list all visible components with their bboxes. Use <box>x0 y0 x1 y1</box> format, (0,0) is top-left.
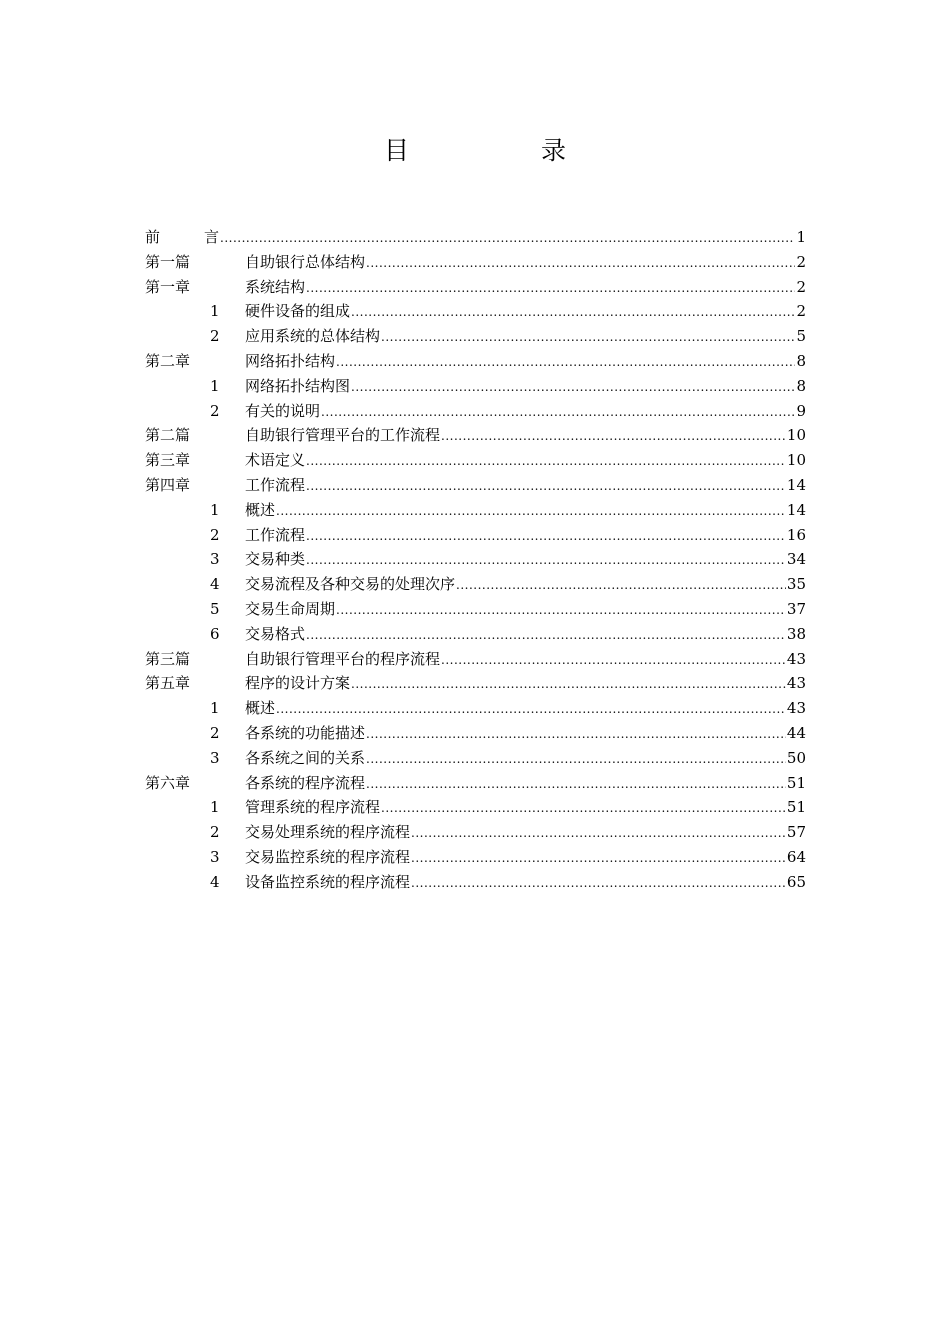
toc-entry <box>245 574 806 595</box>
toc-entry <box>245 401 806 422</box>
toc-page-number: 38 <box>786 624 806 643</box>
toc-title: 交易生命周期 <box>245 599 336 618</box>
toc-leader-dots <box>321 402 795 422</box>
toc-title: 概述 <box>245 699 276 718</box>
toc-number: 第五章 <box>145 674 191 693</box>
toc-page-number: 43 <box>786 699 806 718</box>
toc-entry <box>245 450 806 471</box>
toc-leader-dots <box>306 625 786 645</box>
toc-row[interactable] <box>145 225 806 250</box>
toc-row[interactable] <box>145 870 806 895</box>
toc-row[interactable] <box>145 572 806 597</box>
toc-number: 第二篇 <box>145 426 191 445</box>
toc-number: 5 <box>210 599 220 618</box>
toc-leader-dots <box>441 650 786 670</box>
toc-title: 各系统的程序流程 <box>245 773 366 792</box>
toc-leader-dots <box>411 873 786 893</box>
toc-title: 工作流程 <box>245 525 306 544</box>
toc-leader-dots <box>220 228 795 248</box>
toc-entry <box>245 549 806 570</box>
toc-page-number: 2 <box>796 277 806 296</box>
toc-title: 交易处理系统的程序流程 <box>245 823 411 842</box>
toc-entry <box>245 649 806 670</box>
toc-row[interactable] <box>145 771 806 796</box>
toc-row[interactable] <box>145 845 806 870</box>
toc-row[interactable] <box>145 250 806 275</box>
toc-leader-dots <box>381 798 786 818</box>
toc-title: 言 <box>204 228 220 246</box>
toc-number: 第四章 <box>145 475 191 494</box>
toc-title: 有关的说明 <box>245 401 321 420</box>
toc-title: 网络拓扑结构图 <box>245 376 351 395</box>
toc-leader-dots <box>366 253 795 273</box>
toc-leader-dots <box>306 451 786 471</box>
toc-row[interactable] <box>145 374 806 399</box>
toc-entry <box>245 425 806 446</box>
toc-title: 工作流程 <box>245 475 306 494</box>
toc-number: 前 <box>145 228 161 246</box>
toc-number: 1 <box>210 376 220 395</box>
toc-number: 1 <box>210 798 220 817</box>
toc-leader-dots <box>456 575 786 595</box>
toc-title: 术语定义 <box>245 451 306 470</box>
toc-page-number: 16 <box>786 525 806 544</box>
toc-leader-dots <box>351 674 786 694</box>
toc-page-number: 10 <box>786 426 806 445</box>
toc-leader-dots <box>276 699 786 719</box>
toc-entry <box>245 475 806 496</box>
toc-title: 各系统的功能描述 <box>245 723 366 742</box>
toc-leader-dots <box>336 600 786 620</box>
toc-row[interactable] <box>145 671 806 696</box>
toc-row[interactable] <box>145 523 806 548</box>
toc-page-number: 37 <box>786 599 806 618</box>
toc-leader-dots <box>366 724 786 744</box>
toc-entry <box>245 872 806 893</box>
toc-page-number: 14 <box>786 475 806 494</box>
toc-number: 第三章 <box>145 451 191 470</box>
toc-page-number: 51 <box>786 798 806 817</box>
toc-entry <box>245 376 806 397</box>
toc-entry <box>245 326 806 347</box>
toc-page-number: 44 <box>786 723 806 742</box>
toc-number: 第二章 <box>145 351 191 370</box>
toc-title: 交易格式 <box>245 624 306 643</box>
toc-leader-dots <box>411 848 786 868</box>
toc-entry <box>245 748 806 769</box>
toc-leader-dots <box>306 526 786 546</box>
toc-row[interactable] <box>145 473 806 498</box>
toc-row[interactable] <box>145 622 806 647</box>
toc-entry <box>245 698 806 719</box>
toc-entry <box>245 624 806 645</box>
toc-row[interactable] <box>145 423 806 448</box>
toc-entry <box>245 847 806 868</box>
toc-leader-dots <box>306 476 786 496</box>
toc-row[interactable] <box>145 647 806 672</box>
toc-row[interactable] <box>145 795 806 820</box>
table-of-contents <box>145 225 806 895</box>
toc-title: 硬件设备的组成 <box>245 302 351 321</box>
toc-title: 管理系统的程序流程 <box>245 798 381 817</box>
toc-entry <box>204 227 806 248</box>
toc-entry <box>245 797 806 818</box>
toc-row[interactable] <box>145 498 806 523</box>
toc-title: 网络拓扑结构 <box>245 351 336 370</box>
toc-title: 交易流程及各种交易的处理次序 <box>245 575 456 594</box>
toc-row[interactable] <box>145 275 806 300</box>
toc-number: 6 <box>210 624 220 643</box>
toc-leader-dots <box>366 749 786 769</box>
toc-leader-dots <box>441 426 786 446</box>
toc-entry <box>245 500 806 521</box>
toc-row[interactable] <box>145 299 806 324</box>
toc-title: 各系统之间的关系 <box>245 748 366 767</box>
toc-row[interactable] <box>145 721 806 746</box>
toc-page-number: 8 <box>796 376 806 395</box>
toc-title: 概述 <box>245 500 276 519</box>
toc-number: 3 <box>210 847 220 866</box>
toc-row[interactable] <box>145 448 806 473</box>
toc-row[interactable] <box>145 547 806 572</box>
toc-leader-dots <box>351 302 795 322</box>
toc-number: 2 <box>210 327 220 346</box>
toc-number: 2 <box>210 525 220 544</box>
toc-entry <box>245 252 806 273</box>
toc-page-number: 43 <box>786 674 806 693</box>
toc-leader-dots <box>366 774 786 794</box>
toc-page-number: 50 <box>786 748 806 767</box>
toc-row[interactable] <box>145 324 806 349</box>
toc-page-number: 57 <box>786 823 806 842</box>
toc-entry <box>245 673 806 694</box>
toc-number: 4 <box>210 575 220 594</box>
toc-page-number: 34 <box>786 550 806 569</box>
toc-entry <box>245 301 806 322</box>
toc-title: 自助银行管理平台的工作流程 <box>245 426 441 445</box>
page-title: 目 录 <box>384 136 628 165</box>
toc-page-number: 5 <box>796 327 806 346</box>
toc-title: 系统结构 <box>245 277 306 296</box>
toc-leader-dots <box>306 278 795 298</box>
toc-leader-dots <box>336 352 795 372</box>
toc-number: 2 <box>210 823 220 842</box>
toc-number: 第三篇 <box>145 649 191 668</box>
toc-leader-dots <box>411 823 786 843</box>
toc-title: 程序的设计方案 <box>245 674 351 693</box>
toc-page-number: 2 <box>796 302 806 321</box>
toc-row[interactable] <box>145 696 806 721</box>
toc-title: 应用系统的总体结构 <box>245 327 381 346</box>
toc-row[interactable] <box>145 746 806 771</box>
toc-page-number: 51 <box>786 773 806 792</box>
toc-row[interactable] <box>145 399 806 424</box>
toc-entry <box>245 277 806 298</box>
toc-page-number: 65 <box>786 872 806 891</box>
toc-entry <box>245 599 806 620</box>
toc-number: 1 <box>210 302 220 321</box>
toc-number: 第六章 <box>145 773 191 792</box>
toc-number: 2 <box>210 401 220 420</box>
toc-row[interactable] <box>145 349 806 374</box>
toc-number: 第一章 <box>145 277 191 296</box>
toc-leader-dots <box>276 501 786 521</box>
toc-leader-dots <box>381 327 795 347</box>
toc-number: 2 <box>210 723 220 742</box>
toc-row[interactable] <box>145 820 806 845</box>
toc-number: 1 <box>210 500 220 519</box>
toc-page-number: 8 <box>796 351 806 370</box>
toc-title: 自助银行管理平台的程序流程 <box>245 649 441 668</box>
toc-title: 自助银行总体结构 <box>245 252 366 271</box>
toc-page-number: 43 <box>786 649 806 668</box>
toc-number: 第一篇 <box>145 252 191 271</box>
toc-page-number: 64 <box>786 847 806 866</box>
toc-page-number: 1 <box>796 228 806 246</box>
toc-leader-dots <box>351 377 795 397</box>
toc-title: 交易种类 <box>245 550 306 569</box>
toc-row[interactable] <box>145 597 806 622</box>
toc-entry <box>245 351 806 372</box>
toc-number: 1 <box>210 699 220 718</box>
toc-number: 4 <box>210 872 220 891</box>
toc-leader-dots <box>306 550 786 570</box>
toc-entry <box>245 525 806 546</box>
toc-page-number: 2 <box>796 252 806 271</box>
toc-entry <box>245 822 806 843</box>
toc-title: 设备监控系统的程序流程 <box>245 872 411 891</box>
toc-entry <box>245 723 806 744</box>
toc-title: 交易监控系统的程序流程 <box>245 847 411 866</box>
toc-page-number: 9 <box>796 401 806 420</box>
toc-number: 3 <box>210 550 220 569</box>
toc-page-number: 10 <box>786 451 806 470</box>
toc-number: 3 <box>210 748 220 767</box>
toc-entry <box>245 773 806 794</box>
toc-page-number: 35 <box>786 575 806 594</box>
toc-page-number: 14 <box>786 500 806 519</box>
